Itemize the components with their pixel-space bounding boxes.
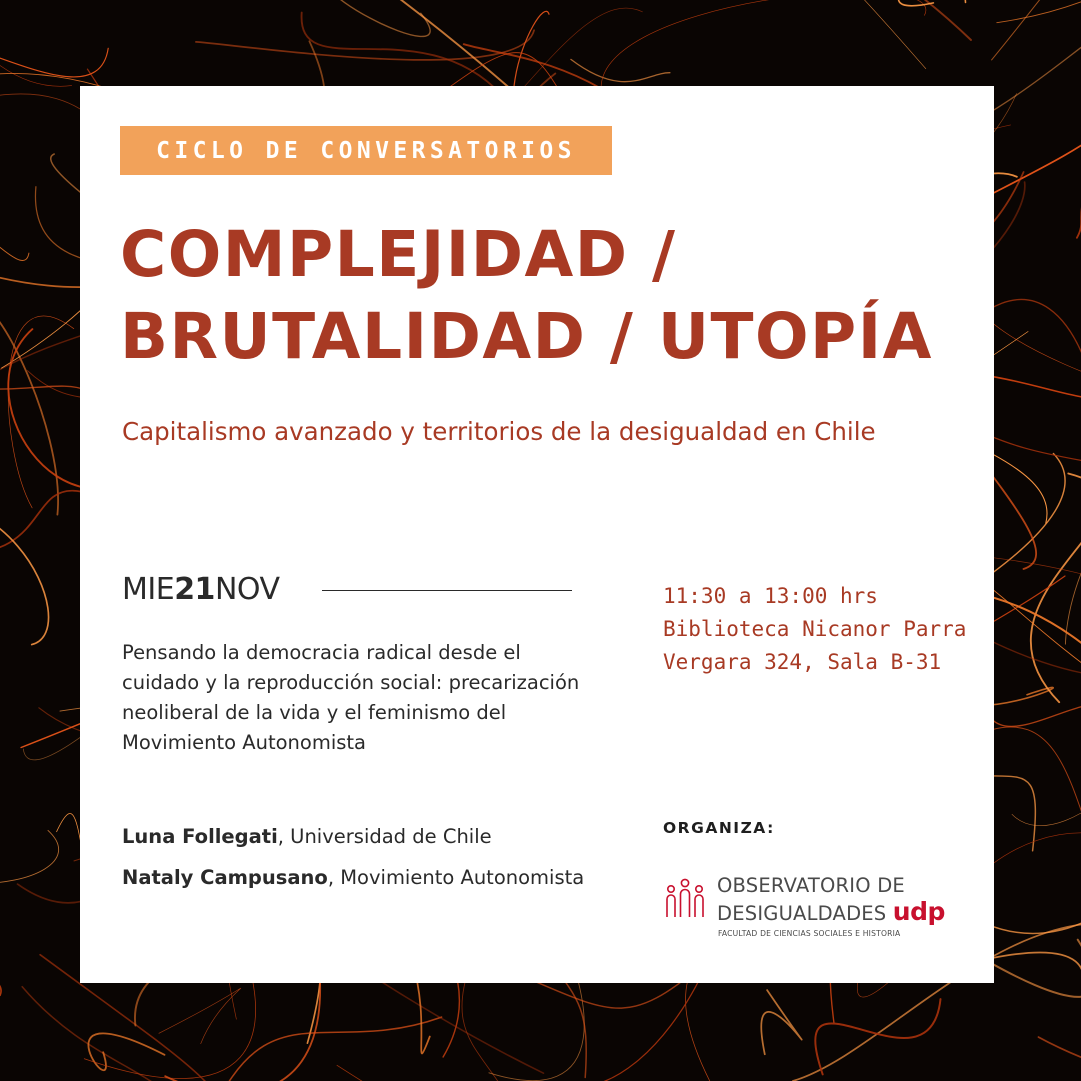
speaker-name: Luna Follegati: [122, 825, 278, 848]
title-line-1: COMPLEJIDAD /: [120, 218, 677, 291]
logo-text-desigualdades: DESIGUALDADES: [717, 902, 887, 925]
people-group-icon: [663, 877, 707, 919]
speakers-list: [122, 816, 584, 898]
series-tag: CICLO DE CONVERSATORIOS: [120, 126, 612, 175]
event-date: [122, 572, 280, 607]
logo-text-line-1: OBSERVATORIO DE: [717, 874, 905, 897]
logo-faculty: FACULTAD DE CIENCIAS SOCIALES E HISTORIA: [718, 929, 901, 938]
organizer-logo: [663, 873, 963, 943]
date-divider: [322, 590, 572, 591]
date-day: 21: [174, 572, 215, 607]
date-month: NOV: [214, 572, 280, 607]
event-time: 11:30 a 13:00 hrs: [663, 584, 878, 608]
talk-description: Pensando la democracia radical desde el cuidado y la reproducción social: precarización neoliberal de la vida y el feminismo del Movimiento Autonomista: [122, 641, 580, 754]
event-address: Vergara 324, Sala B-31: [663, 650, 942, 674]
speaker-affiliation: , Universidad de Chile: [277, 825, 492, 848]
event-info: [663, 580, 966, 679]
speaker-item: [122, 857, 584, 898]
event-venue: Biblioteca Nicanor Parra: [663, 617, 967, 641]
speaker-affiliation: , Movimiento Autonomista: [327, 866, 585, 889]
event-card: [80, 86, 994, 983]
logo-text-line-2: [717, 897, 945, 926]
udp-brand: udp: [892, 897, 945, 926]
date-weekday: MIE: [122, 572, 175, 607]
speaker-item: [122, 816, 584, 857]
event-title: [120, 214, 933, 378]
organizer-label: ORGANIZA:: [663, 819, 775, 837]
title-line-2: BRUTALIDAD / UTOPÍA: [120, 300, 933, 373]
speaker-name: Nataly Campusano: [122, 866, 328, 889]
event-subtitle: Capitalismo avanzado y territorios de la desigualdad en Chile: [122, 417, 876, 446]
